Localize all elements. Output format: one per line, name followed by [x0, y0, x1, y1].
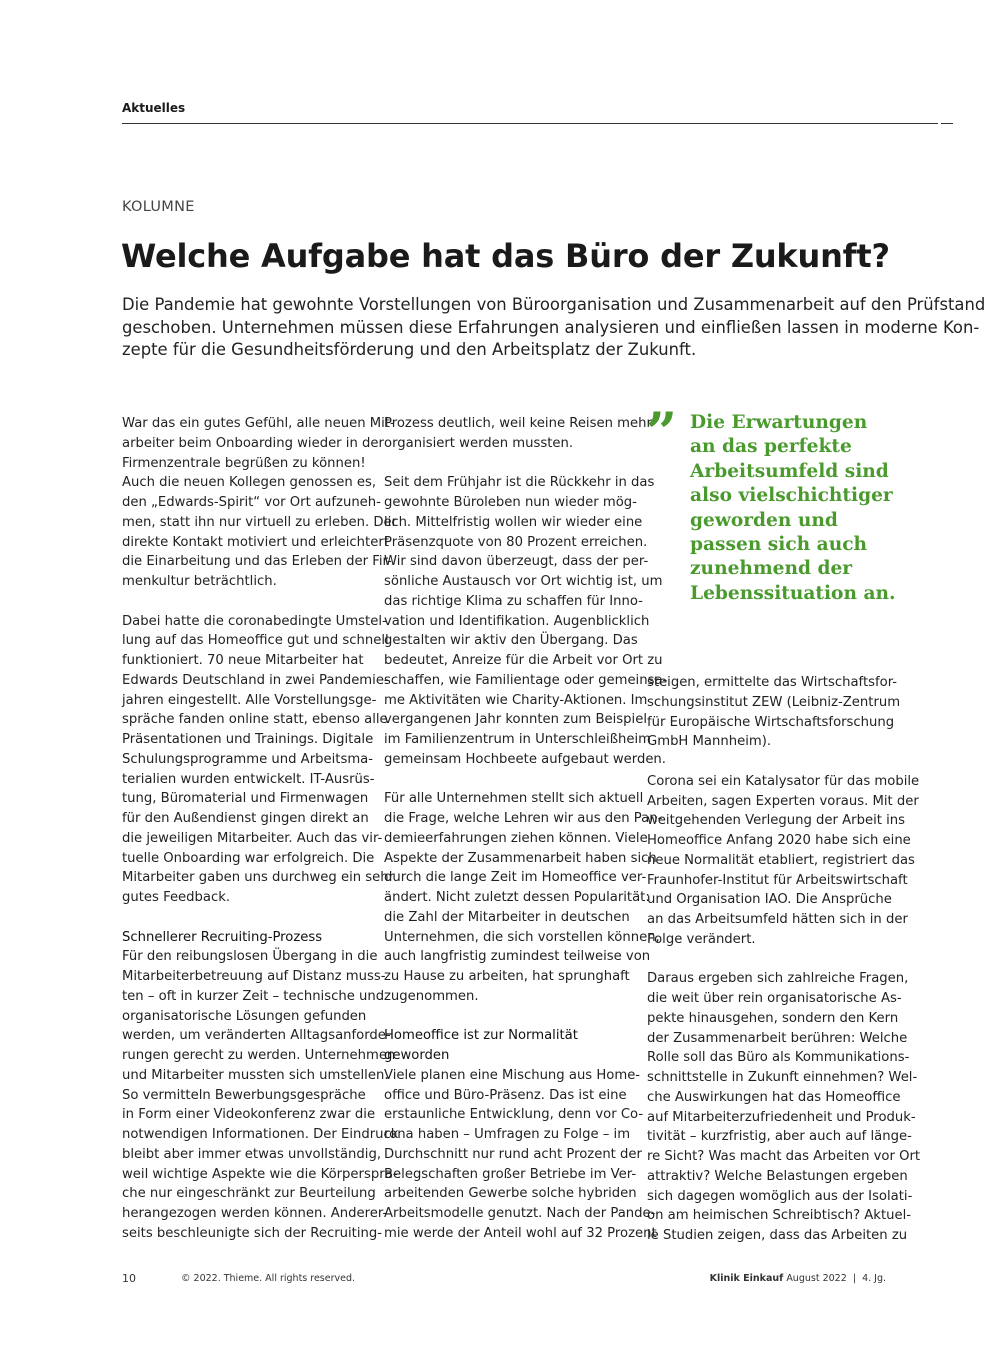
text-line: Seit dem Frühjahr ist die Rückkehr in das: [384, 475, 655, 491]
text-line: Präsenzquote von 80 Prozent erreichen.: [384, 534, 648, 550]
text-line: herangezogen werden können. Anderer-: [122, 1206, 388, 1221]
text-line: Mitarbeiterbetreuung auf Distanz muss-: [122, 969, 386, 984]
text-line: erstaunliche Entwicklung, denn vor Co-: [384, 1107, 644, 1123]
text-line: Auch die neuen Kollegen genossen es,: [122, 475, 377, 491]
text-line: Für alle Unternehmen stellt sich aktuell: [384, 791, 644, 807]
text-line: Für den reibungslosen Übergang in die: [122, 949, 378, 965]
article-kicker: KOLUMNE: [122, 199, 195, 215]
text-line: che Auswirkungen hat das Homeoffice: [647, 1089, 901, 1105]
text-line: in Form einer Videokonferenz zwar die: [122, 1107, 376, 1123]
text-line: menkultur beträchtlich.: [122, 574, 277, 589]
journal-info: [710, 1273, 886, 1284]
text-line: tivität – kurzfristig, aber auch auf länge-: [647, 1129, 912, 1145]
paragraph: [122, 414, 398, 592]
text-line: GmbH Mannheim).: [647, 734, 772, 750]
text-line: der Zusammenarbeit berühren: Welche: [647, 1030, 908, 1046]
text-line: ten – oft in kurzer Zeit – technische und: [122, 988, 385, 1004]
text-line: Folge verändert.: [647, 931, 756, 947]
text-line: sich dagegen womöglich aus der Isolati-: [647, 1188, 913, 1204]
text-line: Die Erwartungen: [690, 412, 868, 433]
text-line: arbeitenden Gewerbe solche hybriden: [384, 1186, 637, 1202]
text-line: für Europäische Wirtschaftsforschung: [647, 714, 895, 730]
text-line: gewohnte Büroleben nun wieder mög-: [384, 495, 637, 510]
section-label: Aktuelles: [122, 101, 186, 115]
text-line: die jeweiligen Mitarbeiter. Auch das vir-: [122, 830, 383, 846]
text-line: Homeoffice Anfang 2020 habe sich eine: [647, 833, 911, 848]
text-line: Edwards Deutschland in zwei Pandemie-: [122, 672, 389, 688]
text-line: Arbeitsmodelle genutzt. Nach der Pande-: [384, 1206, 656, 1221]
quote-mark-icon: ”: [646, 400, 678, 464]
text-line: lung auf das Homeoffice gut und schnell: [122, 633, 389, 649]
text-line: direkte Kontakt motiviert und erleichtert: [122, 534, 389, 550]
article-lead: [122, 294, 985, 362]
text-line: seits beschleunigte sich der Recruiting-: [122, 1225, 382, 1241]
text-line: gestalten wir aktiv den Übergang. Das: [384, 633, 638, 649]
text-line: die Einarbeitung und das Erleben der Fir-: [122, 554, 392, 570]
text-line: Rolle soll das Büro als Kommunikations-: [647, 1050, 910, 1066]
journal-volume: 4. Jg.: [862, 1273, 886, 1284]
text-line: office und Büro-Präsenz. Das ist eine: [384, 1087, 627, 1103]
text-line: steigen, ermittelte das Wirtschaftsfor-: [647, 675, 898, 690]
text-line: also vielschichtiger: [690, 485, 893, 507]
text-line: den „Edwards-Spirit“ vor Ort aufzuneh-: [122, 495, 381, 510]
text-line: Daraus ergeben sich zahlreiche Fragen,: [647, 971, 909, 987]
text-line: das richtige Klima zu schaffen für Inno-: [384, 593, 643, 609]
text-line: rona haben – Umfragen zu Folge – im: [384, 1127, 631, 1142]
paragraph: [647, 673, 901, 752]
text-line: sönliche Austausch vor Ort wichtig ist, um: [384, 574, 663, 589]
text-line: attraktiv? Welche Belastungen ergeben: [647, 1168, 908, 1184]
paragraph: [647, 969, 921, 1246]
text-line: weil wichtige Aspekte wie die Körperspra-: [122, 1166, 398, 1182]
text-line: geschoben. Unternehmen müssen diese Erfahrungen analysieren und einfließen lassen in moderne Kon-: [122, 317, 980, 337]
text-line: Prozess deutlich, weil keine Reisen mehr: [384, 416, 652, 431]
text-line: bleibt aber immer etwas unvollständig,: [122, 1146, 382, 1162]
text-line: geworden und: [690, 509, 838, 531]
text-line: Unternehmen, die sich vorstellen können,: [384, 929, 660, 945]
journal-separator: |: [852, 1273, 857, 1284]
page-number: 10: [122, 1272, 136, 1285]
column-3: [647, 673, 921, 1246]
text-line: an das Arbeitsumfeld hätten sich in der: [647, 912, 908, 927]
text-line: Firmenzentrale begrüßen zu können!: [122, 455, 366, 471]
text-line: im Familienzentrum in Unterschleißheim: [384, 732, 651, 747]
text-line: on am heimischen Schreibtisch? Aktuel-: [647, 1208, 912, 1224]
text-line: die Frage, welche Lehren wir aus den Pan-: [384, 811, 663, 826]
text-line: organisiert werden mussten.: [384, 435, 574, 451]
text-line: demieerfahrungen ziehen können. Viele: [384, 830, 648, 846]
text-line: die Zahl der Mitarbeiter in deutschen: [384, 909, 630, 925]
text-line: für den Außendienst gingen direkt an: [122, 811, 369, 826]
text-line: Die Pandemie hat gewohnte Vorstellungen von Büroorganisation und Zusammenarbeit auf den Prüfstand: [122, 295, 985, 314]
text-line: le Studien zeigen, dass das Arbeiten zu: [647, 1228, 908, 1243]
text-line: Schulungsprogramme und Arbeitsma-: [122, 751, 374, 767]
text-line: Viele planen eine Mischung aus Home-: [384, 1067, 641, 1083]
text-line: Homeoffice ist zur Normalität: [384, 1028, 578, 1044]
subheading: Schnellerer Recruiting-Prozess: [122, 929, 323, 945]
text-line: auf Mitarbeiterzufriedenheit und Produk-: [647, 1109, 916, 1125]
text-line: Aspekte der Zusammenarbeit haben sich: [384, 850, 657, 866]
text-line: men, statt ihn nur virtuell zu erleben. Der: [122, 514, 398, 530]
text-line: geworden: [384, 1048, 450, 1063]
journal-name: Klinik Einkauf: [709, 1273, 784, 1284]
text-line: War das ein gutes Gefühl, alle neuen Mit-: [122, 416, 395, 431]
text-line: ändert. Nicht zuletzt dessen Popularität:: [384, 890, 650, 905]
text-line: schungsinstitut ZEW (Leibniz-Zentrum: [647, 694, 901, 710]
text-line: pekte hinausgehen, sondern den Kern: [647, 1010, 899, 1026]
text-line: schnittstelle in Zukunft einnehmen? Wel-: [647, 1070, 918, 1085]
paragraph: [122, 947, 399, 1243]
pull-quote: [690, 411, 896, 606]
text-line: und Mitarbeiter mussten sich umstellen.: [122, 1067, 389, 1083]
text-line: Wir sind davon überzeugt, dass der per-: [384, 554, 649, 570]
text-line: Arbeiten, sagen Experten voraus. Mit der: [647, 793, 919, 809]
text-line: Belegschaften großer Betriebe im Ver-: [384, 1166, 637, 1182]
text-line: So vermitteln Bewerbungsgespräche: [122, 1087, 366, 1103]
text-line: spräche fanden online statt, ebenso alle: [122, 712, 388, 728]
text-line: Durchschnitt nur rund acht Prozent der: [384, 1146, 642, 1162]
text-line: gemeinsam Hochbeete aufgebaut werden.: [384, 751, 666, 767]
paragraph: [647, 772, 920, 950]
text-line: Mitarbeiter gaben uns durchweg ein sehr: [122, 870, 395, 886]
text-line: notwendigen Informationen. Der Eindruck: [122, 1127, 399, 1142]
text-line: Lebenssituation an.: [690, 582, 896, 604]
text-line: funktioniert. 70 neue Mitarbeiter hat: [122, 653, 364, 668]
text-line: Dabei hatte die coronabedingte Umstel-: [122, 613, 387, 629]
text-line: re Sicht? Was macht das Arbeiten vor Ort: [647, 1149, 921, 1164]
text-line: weitgehenden Verlegung der Arbeit ins: [647, 813, 905, 829]
text-line: che nur eingeschränkt zur Beurteilung: [122, 1186, 376, 1202]
text-line: gutes Feedback.: [122, 890, 231, 905]
header-rule-tail: [941, 123, 953, 124]
text-line: tung, Büromaterial und Firmenwagen: [122, 791, 369, 807]
paragraph: [384, 789, 663, 1006]
text-line: auch langfristig zumindest teilweise von: [384, 949, 651, 965]
text-line: Arbeitsumfeld sind: [690, 460, 889, 482]
text-line: mie werde der Anteil wohl auf 32 Prozent: [384, 1225, 657, 1241]
text-line: jahren eingestellt. Alle Vorstellungsge-: [122, 692, 377, 708]
text-line: zugenommen.: [384, 988, 479, 1004]
text-line: bedeutet, Anreize für die Arbeit vor Ort zu: [384, 653, 663, 668]
text-line: zunehmend der: [690, 558, 853, 580]
text-line: zepte für die Gesundheitsförderung und den Arbeitsplatz der Zukunft.: [122, 340, 697, 359]
text-line: zu Hause zu arbeiten, hat sprunghaft: [384, 969, 630, 984]
text-line: passen sich auch: [690, 534, 868, 556]
text-line: Präsentationen und Trainings. Digitale: [122, 732, 374, 747]
text-line: werden, um veränderten Alltagsanforde-: [122, 1028, 391, 1044]
text-line: durch die lange Zeit im Homeoffice ver-: [384, 870, 647, 886]
text-line: Corona sei ein Katalysator für das mobile: [647, 773, 920, 789]
text-line: an das perfekte: [690, 436, 852, 458]
paragraph: [384, 1066, 657, 1244]
paragraph: [384, 473, 668, 769]
text-line: vergangenen Jahr konnten zum Beispiel: [384, 712, 647, 728]
text-line: neue Normalität etabliert, registriert das: [647, 852, 915, 868]
article-title: Welche Aufgabe hat das Büro der Zukunft?: [121, 237, 890, 275]
text-line: me Aktivitäten wie Charity-Aktionen. Im: [384, 692, 648, 708]
text-line: lich. Mittelfristig wollen wir wieder eine: [384, 514, 643, 530]
subheading: [384, 1026, 624, 1066]
copyright: © 2022. Thieme. All rights reserved.: [181, 1273, 356, 1284]
column-1: [122, 414, 399, 1244]
text-line: terialien wurden entwickelt. IT-Ausrüs-: [122, 771, 375, 787]
text-line: und Organisation IAO. Die Ansprüche: [647, 892, 892, 908]
paragraph: [122, 612, 395, 908]
text-line: rungen gerecht zu werden. Unternehmen: [122, 1048, 396, 1063]
text-line: organisatorische Lösungen gefunden: [122, 1008, 367, 1024]
text-line: arbeiter beim Onboarding wieder in der: [122, 435, 384, 451]
header-rule: [122, 123, 938, 124]
paragraph: [384, 414, 652, 454]
journal-issue: August 2022: [786, 1273, 847, 1284]
text-line: schaffen, wie Familientage oder gemeinsa-: [384, 672, 668, 688]
text-line: die weit über rein organisatorische As-: [647, 991, 902, 1006]
text-line: vation und Identifikation. Augenblicklich: [384, 613, 650, 629]
text-line: tuelle Onboarding war erfolgreich. Die: [122, 850, 375, 866]
column-2: [384, 414, 668, 1244]
text-line: Fraunhofer-Institut für Arbeitswirtschaft: [647, 872, 908, 888]
